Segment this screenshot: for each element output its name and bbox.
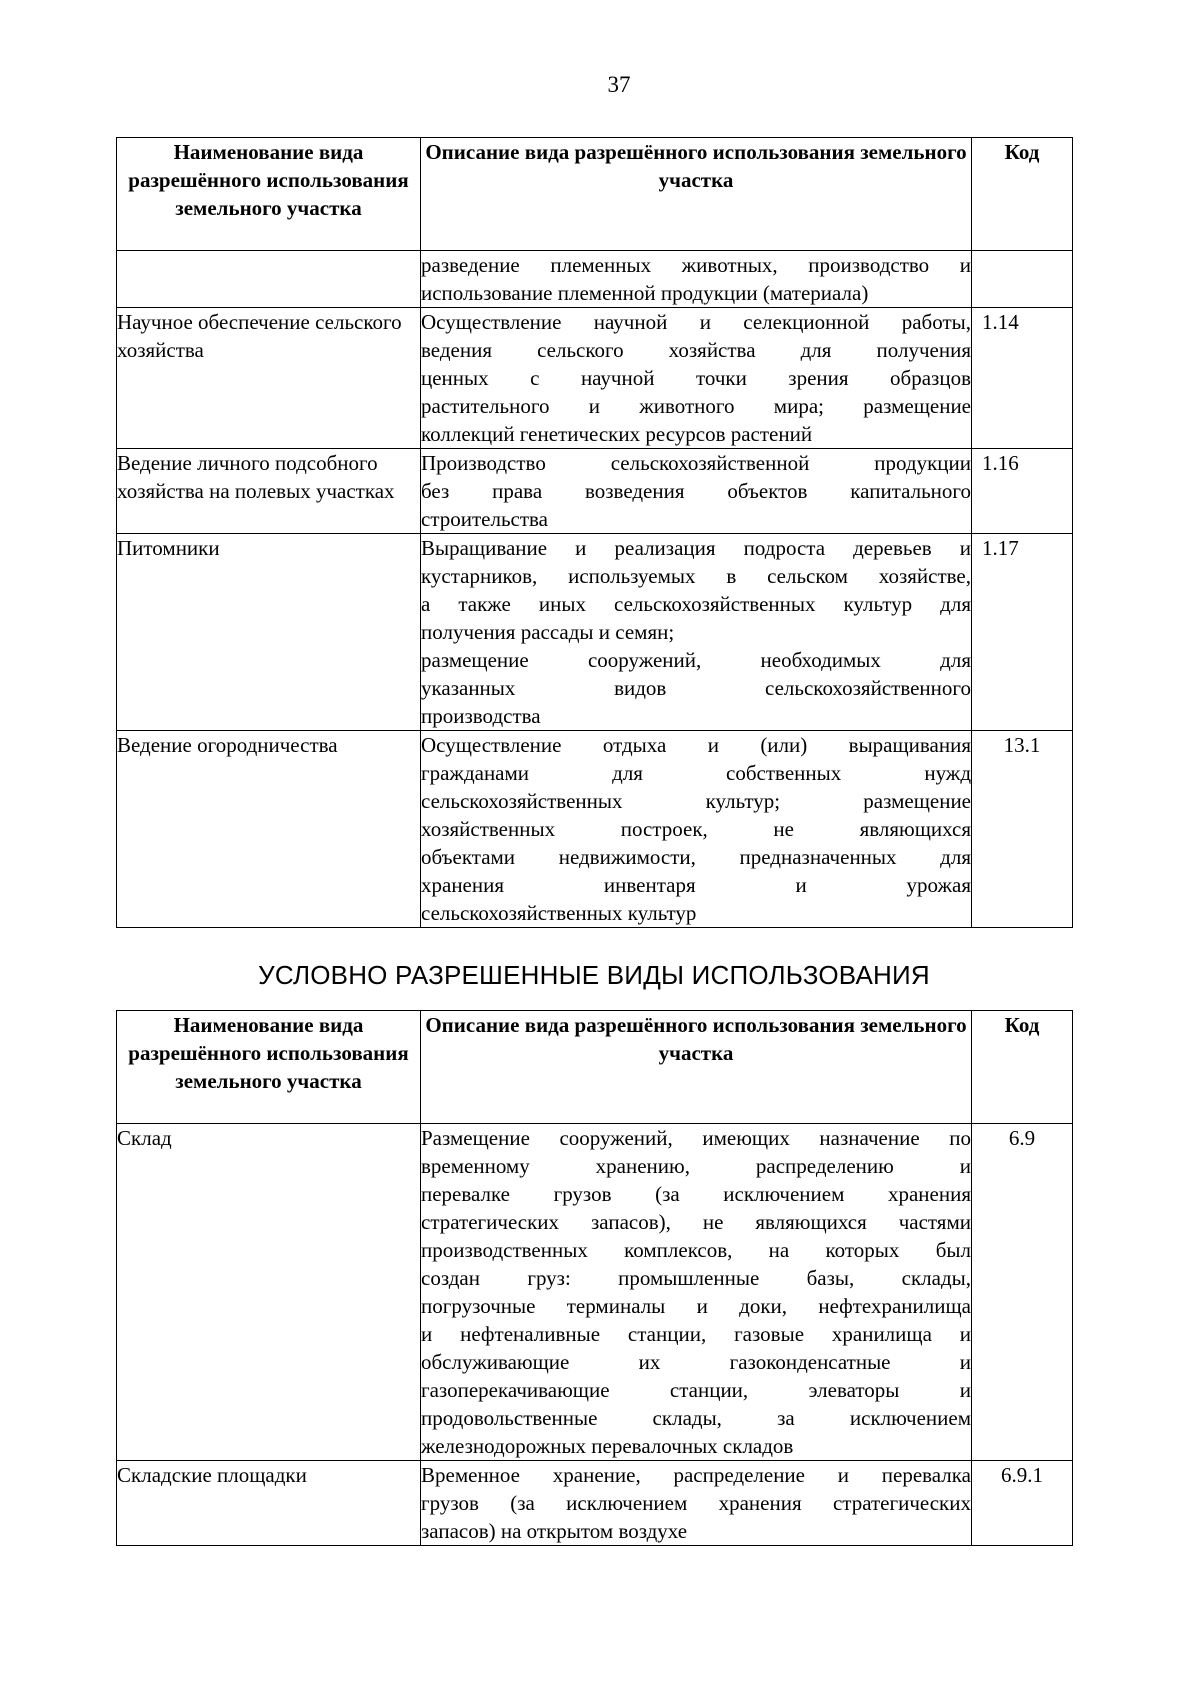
table-row xyxy=(117,449,1073,534)
description-line: сельскохозяйственных культур; размещение xyxy=(421,789,971,813)
description-line: Осуществление отдыха и (или) выращивания xyxy=(421,733,971,757)
use-code: 6.9.1 xyxy=(972,1461,1073,1546)
description-line: без права возведения объектов капитального xyxy=(421,479,971,503)
land-use-table-conditional xyxy=(116,1010,1073,1546)
use-description xyxy=(421,1124,972,1461)
use-name: Ведение личного подсобного хозяйства на полевых участках xyxy=(117,449,421,534)
table-header-row xyxy=(117,1011,1073,1124)
description-line: перевалке грузов (за исключением хранения xyxy=(421,1182,971,1206)
table-header-row xyxy=(117,138,1073,251)
description-line: ценных с научной точки зрения образцов xyxy=(421,366,971,390)
description-line: хранения инвентаря и урожая xyxy=(421,873,971,897)
description-line: Производство сельскохозяйственной продукции xyxy=(421,451,971,475)
description-line: Временное хранение, распределение и перевалка xyxy=(421,1463,971,1487)
table-row xyxy=(117,1461,1073,1546)
use-name xyxy=(117,251,421,308)
description-line: растительного и животного мира; размещение xyxy=(421,394,971,418)
table-row xyxy=(117,1124,1073,1461)
page-number: 37 xyxy=(607,72,631,97)
use-description xyxy=(421,251,972,308)
use-name: Научное обеспечение сельского хозяйства xyxy=(117,308,421,449)
description-line: продовольственные склады, за исключением xyxy=(421,1406,971,1430)
description-line: Размещение сооружений, имеющих назначение по xyxy=(421,1126,971,1150)
description-line: стратегических запасов), не являющихся частями xyxy=(421,1210,971,1234)
header-description: Описание вида разрешённого использования земельного участка xyxy=(421,1011,972,1124)
description-line: сельскохозяйственных культур xyxy=(421,901,697,925)
use-code: 6.9 xyxy=(972,1124,1073,1461)
use-description xyxy=(421,449,972,534)
description-line: газоперекачивающие станции, элеваторы и xyxy=(421,1378,971,1402)
use-code: 1.16 xyxy=(972,449,1073,534)
table-row xyxy=(117,251,1073,308)
description-line: хозяйственных построек, не являющихся xyxy=(421,817,971,841)
use-name: Складские площадки xyxy=(117,1461,421,1546)
use-code: 1.17 xyxy=(972,534,1073,731)
description-line: производственных комплексов, на которых был xyxy=(421,1238,971,1262)
description-line: гражданами для собственных нужд xyxy=(421,761,971,785)
header-name: Наименование вида разрешённого использования земельного участка xyxy=(117,138,421,251)
description-line: разведение племенных животных, производство и xyxy=(421,253,971,277)
description-line: объектами недвижимости, предназначенных для xyxy=(421,845,971,869)
description-line: ведения сельского хозяйства для получения xyxy=(421,338,971,362)
description-line: использование племенной продукции (материала) xyxy=(421,281,869,305)
description-line: грузов (за исключением хранения стратегических xyxy=(421,1491,971,1515)
use-description xyxy=(421,1461,972,1546)
header-code: Код xyxy=(972,138,1073,251)
description-line: получения рассады и семян; xyxy=(421,620,675,644)
table-row xyxy=(117,534,1073,731)
section-title: УСЛОВНО РАЗРЕШЕННЫЕ ВИДЫ ИСПОЛЬЗОВАНИЯ xyxy=(258,960,930,990)
description-line: и нефтеналивные станции, газовые хранилища и xyxy=(421,1322,971,1346)
land-use-table-main xyxy=(116,137,1073,928)
description-line: а также иных сельскохозяйственных культур для xyxy=(421,592,971,616)
description-line: строительства xyxy=(421,507,549,531)
use-description xyxy=(421,308,972,449)
table-row xyxy=(117,731,1073,928)
use-name: Ведение огородничества xyxy=(117,731,421,928)
use-code: 13.1 xyxy=(972,731,1073,928)
description-line: коллекций генетических ресурсов растений xyxy=(421,422,813,446)
description-line: Осуществление научной и селекционной работы, xyxy=(421,310,971,334)
use-description xyxy=(421,534,972,731)
table-row xyxy=(117,308,1073,449)
description-line: погрузочные терминалы и доки, нефтехранилища xyxy=(421,1294,971,1318)
use-code: 1.14 xyxy=(972,308,1073,449)
description-line: запасов) на открытом воздухе xyxy=(421,1519,688,1543)
description-line: кустарников, используемых в сельском хозяйстве, xyxy=(421,564,971,588)
description-line: производства xyxy=(421,704,541,728)
use-description xyxy=(421,731,972,928)
header-code: Код xyxy=(972,1011,1073,1124)
use-code xyxy=(972,251,1073,308)
description-line: железнодорожных перевалочных складов xyxy=(421,1434,794,1458)
description-line: создан груз: промышленные базы, склады, xyxy=(421,1266,971,1290)
header-description: Описание вида разрешённого использования земельного участка xyxy=(421,138,972,251)
header-name: Наименование вида разрешённого использования земельного участка xyxy=(117,1011,421,1124)
use-name: Питомники xyxy=(117,534,421,731)
description-line: временному хранению, распределению и xyxy=(421,1154,971,1178)
description-line: обслуживающие их газоконденсатные и xyxy=(421,1350,971,1374)
description-line: Выращивание и реализация подроста деревьев и xyxy=(421,536,971,560)
description-line: указанных видов сельскохозяйственного xyxy=(421,676,971,700)
use-name: Склад xyxy=(117,1124,421,1461)
description-line: размещение сооружений, необходимых для xyxy=(421,648,971,672)
